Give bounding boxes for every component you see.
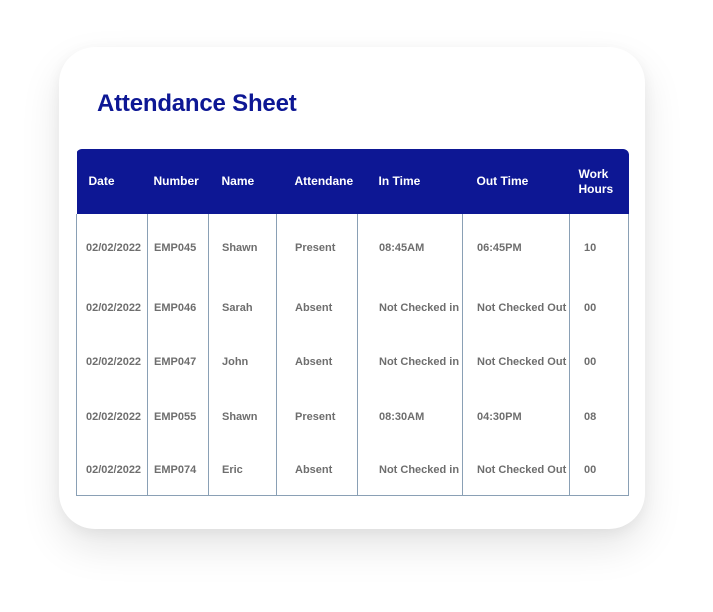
- cell-number: EMP074: [148, 445, 209, 495]
- cell-date: 02/02/2022: [77, 214, 148, 281]
- cell-in-time: Not Checked in: [358, 445, 463, 495]
- cell-attendance: Absent: [277, 335, 358, 389]
- cell-number: EMP055: [148, 389, 209, 445]
- cell-name: John: [209, 335, 277, 389]
- column-header-work-hours[interactable]: [570, 149, 629, 214]
- cell-attendance: Present: [277, 389, 358, 445]
- cell-name: Sarah: [209, 281, 277, 335]
- column-header-date[interactable]: Date: [88, 174, 115, 188]
- cell-in-time: 08:45AM: [358, 214, 463, 281]
- cell-name: Shawn: [209, 214, 277, 281]
- table-row[interactable]: [77, 214, 629, 281]
- cell-number: EMP047: [148, 335, 209, 389]
- cell-out-time: Not Checked Out: [463, 445, 570, 495]
- cell-attendance: Absent: [277, 281, 358, 335]
- table-row[interactable]: [77, 389, 629, 445]
- cell-date: 02/02/2022: [77, 389, 148, 445]
- column-header-in-time[interactable]: In Time: [378, 174, 421, 188]
- cell-name: Shawn: [209, 389, 277, 445]
- attendance-table: [76, 149, 629, 496]
- cell-work-hours: 10: [570, 214, 629, 281]
- cell-attendance: Present: [277, 214, 358, 281]
- cell-in-time: Not Checked in: [358, 335, 463, 389]
- cell-date: 02/02/2022: [77, 445, 148, 495]
- table-row[interactable]: [77, 445, 629, 495]
- page-title: Attendance Sheet: [97, 90, 297, 117]
- cell-attendance: Absent: [277, 445, 358, 495]
- cell-number: EMP046: [148, 281, 209, 335]
- table-row[interactable]: [77, 335, 629, 389]
- cell-work-hours: 00: [570, 281, 629, 335]
- cell-work-hours: 00: [570, 335, 629, 389]
- cell-name: Eric: [209, 445, 277, 495]
- column-header-number[interactable]: Number: [153, 174, 199, 188]
- table-row[interactable]: [77, 281, 629, 335]
- cell-out-time: Not Checked Out: [463, 281, 570, 335]
- cell-date: 02/02/2022: [77, 335, 148, 389]
- work-hours-label: Work Hours: [578, 166, 614, 196]
- table-header-row: [77, 149, 629, 214]
- cell-work-hours: 08: [570, 389, 629, 445]
- cell-out-time: 04:30PM: [463, 389, 570, 445]
- cell-date: 02/02/2022: [77, 281, 148, 335]
- cell-in-time: 08:30AM: [358, 389, 463, 445]
- cell-out-time: Not Checked Out: [463, 335, 570, 389]
- column-header-name[interactable]: Name: [221, 174, 255, 188]
- column-header-attendance[interactable]: Attendane: [294, 174, 354, 188]
- cell-out-time: 06:45PM: [463, 214, 570, 281]
- cell-in-time: Not Checked in: [358, 281, 463, 335]
- cell-work-hours: 00: [570, 445, 629, 495]
- cell-number: EMP045: [148, 214, 209, 281]
- column-header-out-time[interactable]: Out Time: [476, 174, 529, 188]
